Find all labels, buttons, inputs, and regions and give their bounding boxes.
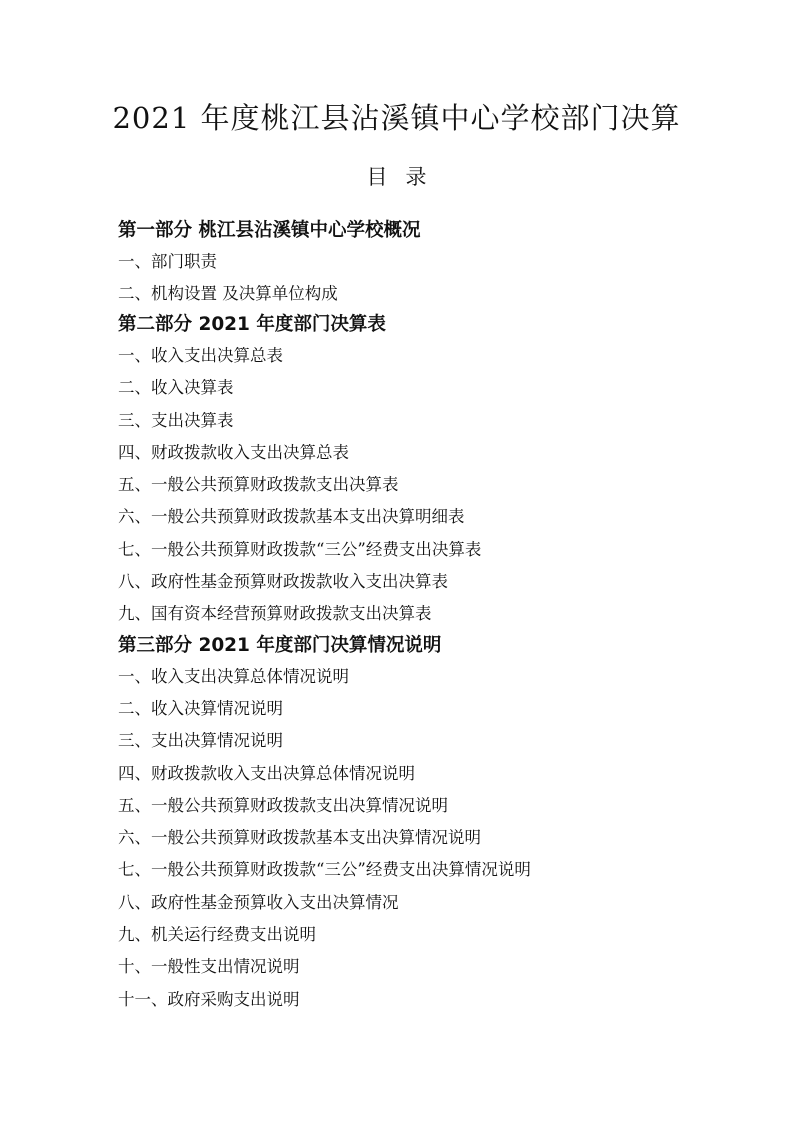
- toc-item[interactable]: 一、收入支出决算总表: [118, 346, 283, 365]
- toc-item[interactable]: 九、机关运行经费支出说明: [118, 925, 316, 945]
- toc-section-title[interactable]: 第一部分 桃江县沾溪镇中心学校概况: [118, 220, 421, 241]
- toc-heading-char: 录: [405, 165, 427, 189]
- toc-item[interactable]: 六、一般公共预算财政拨款基本支出决算情况说明: [118, 828, 481, 848]
- toc-item[interactable]: 三、支出决算表: [118, 410, 234, 430]
- toc-item[interactable]: 十、一般性支出情况说明: [118, 957, 300, 977]
- toc-section-items: [118, 661, 718, 1016]
- toc-item[interactable]: 十一、政府采购支出说明: [118, 989, 300, 1009]
- toc-heading: [0, 162, 793, 192]
- toc-item[interactable]: 一、收入支出决算总体情况说明: [118, 666, 349, 686]
- toc-item[interactable]: 九、国有资本经营预算财政拨款支出决算表: [118, 604, 432, 624]
- toc-item[interactable]: 五、一般公共预算财政拨款支出决算情况说明: [118, 795, 448, 815]
- toc-item[interactable]: 六、一般公共预算财政拨款基本支出决算明细表: [118, 507, 465, 527]
- toc-item[interactable]: 五、一般公共预算财政拨款支出决算表: [118, 475, 399, 495]
- toc-item[interactable]: 四、财政拨款收入支出决算总体情况说明: [118, 763, 415, 783]
- toc-item[interactable]: 八、政府性基金预算收入支出决算情况: [118, 892, 399, 912]
- toc-item[interactable]: 八、政府性基金预算财政拨款收入支出决算表: [118, 572, 448, 592]
- toc-section-title[interactable]: 第二部分 2021 年度部门决算表: [118, 314, 386, 335]
- toc-section-items: [118, 246, 718, 310]
- toc-item[interactable]: 三、支出决算情况说明: [118, 731, 283, 751]
- toc-item[interactable]: 四、财政拨款收入支出决算总表: [118, 442, 349, 462]
- toc-item[interactable]: 七、一般公共预算财政拨款“三公”经费支出决算情况说明: [118, 860, 531, 880]
- toc-section-title[interactable]: 第三部分 2021 年度部门决算情况说明: [118, 634, 442, 656]
- toc-heading-char: 目: [366, 165, 388, 189]
- table-of-contents: [118, 216, 718, 1016]
- toc-item[interactable]: 七、一般公共预算财政拨款“三公”经费支出决算表: [118, 539, 482, 559]
- toc-item[interactable]: 一、部门职责: [118, 252, 217, 271]
- document-title: 2021 年度桃江县沾溪镇中心学校部门决算: [112, 101, 681, 135]
- toc-item[interactable]: 二、收入决算表: [118, 378, 234, 398]
- toc-item[interactable]: 二、机构设置 及决算单位构成: [118, 284, 338, 303]
- toc-section-items: [118, 340, 718, 631]
- toc-item[interactable]: 二、收入决算情况说明: [118, 698, 283, 718]
